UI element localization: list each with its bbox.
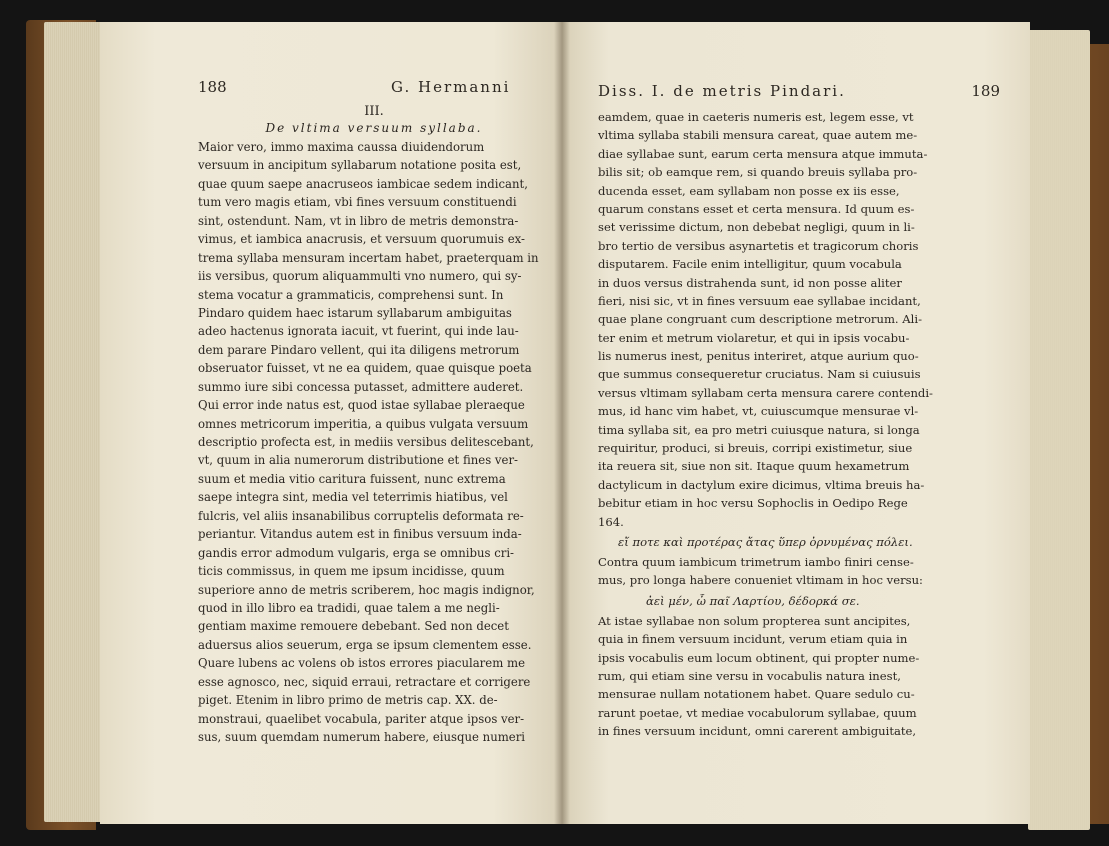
text-line: stema vocatur a grammaticis, comprehensi sunt. In (198, 287, 504, 302)
text-line: esse agnosco, nec, siquid erraui, retractare et corrigere (198, 674, 531, 689)
right-body-text (598, 108, 1000, 741)
text-line: superiore anno de metris scriberem, hoc magis indignor, (198, 582, 535, 597)
text-line: Qui error inde natus est, quod istae syllabae pleraeque (198, 398, 525, 413)
text-line: quod in illo libro ea tradidi, quae talem a me negli- (198, 600, 500, 615)
text-line: Contra quum iambicum trimetrum iambo finiri cense- (598, 554, 914, 569)
text-line: ipsis vocabulis eum locum obtinent, qui propter nume- (598, 650, 920, 665)
text-line: tum vero magis etiam, vbi fines versuum constituendi (198, 195, 517, 210)
text-line: ticis commissus, in quem me ipsum incidisse, quum (198, 564, 505, 579)
text-line: ita reuera sit, siue non sit. Itaque quum hexametrum (598, 459, 910, 474)
text-line: vt, quum in alia numerorum distributione et fines ver- (198, 453, 518, 468)
text-line: in fines versuum incidunt, omni carerent ambiguitate, (598, 724, 917, 739)
text-line: quarum constans esset et certa mensura. Id quum es- (598, 201, 915, 216)
text-line: bebitur etiam in hoc versu Sophoclis in Oedipo Rege (598, 496, 908, 511)
text-line: quae quum saepe anacruseos iambicae sedem indicant, (198, 176, 528, 191)
page-edges-left (44, 22, 106, 822)
text-line: mus, id hanc vim habet, vt, cuiuscumque mensurae vl- (598, 404, 919, 419)
text-line: versus vltimam syllabam certa mensura carere contendi- (598, 385, 933, 400)
text-line: set verissime dictum, non debebat negligi, quum in li- (598, 220, 915, 235)
text-line: trema syllaba mensuram incertam habet, praeterquam in (198, 250, 539, 265)
text-line: At istae syllabae non solum propterea sunt ancipites, (598, 613, 911, 628)
text-line: suum et media vitio caritura fuissent, nunc extrema (198, 471, 506, 486)
text-line: tima syllaba sit, ea pro metri cuiusque natura, si longa (598, 422, 920, 437)
text-line: bilis sit; ob eamque rem, si quando breuis syllaba pro- (598, 165, 918, 180)
text-line: iis versibus, quorum aliquammulti vno numero, qui sy- (198, 269, 522, 284)
text-line: ducenda esset, eam syllabam non posse ex iis esse, (598, 183, 900, 198)
text-line: fieri, nisi sic, vt in fines versuum eae syllabae incidant, (598, 293, 921, 308)
left-page-header (198, 78, 550, 98)
left-body-text (198, 138, 550, 746)
page-edges-right (1028, 30, 1090, 830)
running-head: Diss. I. de metris Pindari. (598, 82, 846, 100)
text-line: disputarem. Facile enim intelligitur, quum vocabula (598, 257, 902, 272)
text-line: bro tertio de versibus asynartetis et tragicorum choris (598, 238, 919, 253)
text-line: requiritur, produci, si breuis, corripi existimetur, siue (598, 441, 913, 456)
text-line: Quare lubens ac volens ob istos errores piacularem me (198, 656, 525, 671)
text-line: mensurae nullam notationem habet. Quare sedulo cu- (598, 687, 915, 702)
text-line: aduersus alios seuerum, erga se ipsum clementem esse. (198, 637, 532, 652)
text-line: eamdem, quae in caeteris numeris est, legem esse, vt (598, 110, 914, 124)
text-line: adeo hactenus ignorata iacuit, vt fuerint, qui inde lau- (198, 324, 519, 339)
text-line: sint, ostendunt. Nam, vt in libro de metris demonstra- (198, 213, 519, 228)
page-number: 188 (198, 78, 227, 96)
text-line: summo iure sibi concessa putasset, admittere auderet. (198, 379, 524, 394)
section-title: De vltima versuum syllaba. (265, 121, 483, 135)
text-line: gandis error admodum vulgaris, erga se omnibus cri- (198, 545, 515, 560)
greek-verse-line: ἀεὶ μέν, ὦ παῖ Λαρτίου, δέδορκά σε. (646, 593, 860, 608)
text-line: quia in finem versuum incidunt, verum etiam quia in (598, 632, 908, 647)
right-page (562, 22, 1030, 824)
text-line: descriptio profecta est, in mediis versibus delitescebant, (198, 435, 534, 449)
page-number: 189 (971, 82, 1000, 100)
text-line: omnes metricorum imperitia, a quibus vulgata versuum (198, 416, 529, 431)
left-page (100, 22, 562, 824)
text-line: Pindaro quidem haec istarum syllabarum ambiguitas (198, 305, 512, 320)
text-line: saepe integra sint, media vel teterrimis hiatibus, vel (198, 490, 508, 505)
section-number: III. (364, 104, 384, 119)
text-line: periantur. Vitandus autem est in finibus versuum inda- (198, 527, 522, 542)
text-line: rarunt poetae, vt mediae vocabulorum syllabae, quum (598, 705, 917, 720)
text-line: rum, qui etiam sine versu in vocabulis natura inest, (598, 668, 901, 683)
text-line: in duos versus distrahenda sunt, id non posse aliter (598, 275, 902, 290)
book-gutter (554, 22, 570, 824)
text-line: monstraui, quaelibet vocabula, pariter atque ipsos ver- (198, 711, 525, 726)
text-line: mus, pro longa habere conueniet vltimam in hoc versu: (598, 573, 923, 588)
text-line: diae syllabae sunt, earum certa mensura atque immuta- (598, 146, 928, 161)
text-line: obseruator fuisset, vt ne ea quidem, quae quisque poeta (198, 361, 532, 376)
greek-verse-line: εἴ ποτε καὶ προτέρας ἄτας ὕπερ ὀρνυμένας πόλει. (618, 534, 913, 549)
text-line: vltima syllaba stabili mensura careat, quae autem me- (598, 128, 918, 143)
text-line: dactylicum in dactylum exire dicimus, vltima breuis ha- (598, 477, 925, 492)
text-line: dem parare Pindaro vellent, qui ita diligens metrorum (198, 342, 520, 357)
text-line: ter enim et metrum violaretur, et qui in ipsis vocabu- (598, 330, 910, 345)
text-line: lis numerus inest, penitus interiret, atque aurium quo- (598, 349, 919, 364)
text-line: vimus, et iambica anacrusis, et versuum quorumuis ex- (198, 232, 525, 247)
text-line: versuum in ancipitum syllabarum notatione posita est, (198, 158, 522, 173)
text-line: Maior vero, immo maxima caussa diuidendorum (198, 140, 485, 154)
text-line: fulcris, vel aliis insanabilibus corruptelis deformata re- (198, 508, 524, 523)
text-line: sus, suum quemdam numerum habere, eiusque numeri (198, 730, 526, 744)
text-line: que summus consequeretur cruciatus. Nam si cuiusuis (598, 367, 921, 382)
text-line: gentiam maxime remouere debebant. Sed non decet (198, 619, 509, 634)
text-line: piget. Etenim in libro primo de metris cap. XX. de- (198, 693, 498, 708)
text-line: quae plane congruant cum descriptione metrorum. Ali- (598, 312, 923, 327)
right-page-header (598, 82, 1000, 102)
text-line: 164. (598, 514, 624, 529)
running-head: G. Hermanni (391, 78, 511, 96)
